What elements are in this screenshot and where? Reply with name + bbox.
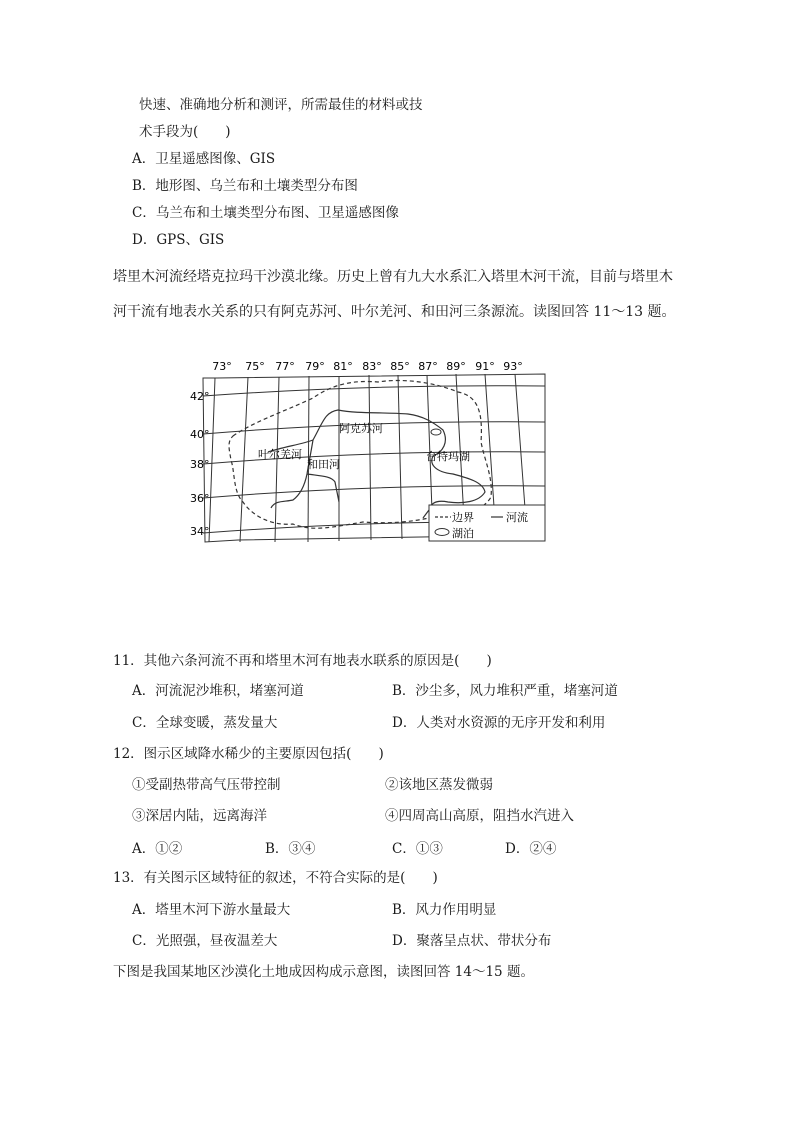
lon-label: 79° [305,360,325,373]
lon-label: 81° [333,360,353,373]
q10-stem-line2: 术手段为( ) [139,124,231,140]
lat-label: 36° [190,492,210,505]
q11-stem: 11．其他六条河流不再和塔里木河有地表水联系的原因是( ) [113,653,492,669]
legend-lake: 湖泊 [452,527,474,540]
q13-option-d: D．聚落呈点状、带状分布 [392,933,552,949]
lon-label: 73° [212,360,232,373]
tarim-basin-map [190,352,549,542]
lon-label: 91° [475,360,495,373]
q12-option-a: A．①② [132,841,183,857]
next-passage: 下图是我国某地区沙漠化土地成因构成示意图，读图回答 14～15 题。 [113,964,534,980]
lat-label: 42° [190,390,210,403]
lat-label: 40° [190,428,210,441]
q13-option-c: C．光照强，昼夜温差大 [132,933,278,949]
lat-label: 38° [190,458,210,471]
q11-option-c: C．全球变暖，蒸发量大 [132,715,278,731]
q13-stem: 13．有关图示区域特征的叙述，不符合实际的是( ) [113,870,438,886]
q12-option-c: C．①③ [392,841,443,857]
q12-option-b: B．③④ [265,841,316,857]
q12-item-2: ②该地区蒸发微弱 [385,777,493,793]
q11-option-b: B．沙尘多，风力堆积严重，堵塞河道 [392,683,618,699]
map-legend [429,505,545,541]
q12-item-4: ④四周高山高原，阻挡水汽进入 [385,808,574,824]
q10-option-d: D．GPS、GIS [132,232,225,248]
q10-option-b: B．地形图、乌兰布和土壤类型分布图 [132,178,358,194]
q11-option-a: A．河流泥沙堆积，堵塞河道 [132,683,304,699]
lon-label: 83° [362,360,382,373]
lon-label: 85° [390,360,410,373]
q13-option-a: A．塔里木河下游水量最大 [132,902,291,918]
label-yarkand: 叶尔羌河 [258,448,302,461]
lon-label: 93° [503,360,523,373]
lon-label: 75° [245,360,265,373]
lon-label: 77° [275,360,295,373]
lon-label: 87° [418,360,438,373]
label-aksu: 阿克苏河 [339,422,383,435]
legend-border: 边界 [452,511,474,524]
q12-item-1: ①受副热带高气压带控制 [132,777,281,793]
q10-option-a: A．卫星遥感图像、GIS [132,151,276,167]
label-hotan: 和田河 [307,458,340,471]
lon-label: 89° [446,360,466,373]
q10-stem-line1: 快速、准确地分析和测评，所需最佳的材料或技 [139,97,423,113]
passage-line2: 河干流有地表水关系的只有阿克苏河、叶尔羌河、和田河三条源流。读图回答 11～13 题。 [113,304,676,320]
lat-label: 34° [190,525,210,538]
q13-option-b: B．风力作用明显 [392,902,497,918]
passage-line1: 塔里木河流经塔克拉玛干沙漠北缘。历史上曾有九大水系汇入塔里木河干流，目前与塔里木 [113,269,673,285]
legend-river: 河流 [506,511,528,524]
q12-item-3: ③深居内陆，远离海洋 [132,808,267,824]
q12-stem: 12．图示区域降水稀少的主要原因包括( ) [113,746,384,762]
q12-option-d: D．②④ [505,841,557,857]
q11-option-d: D．人类对水资源的无序开发和利用 [392,715,606,731]
label-taitema: 台特玛湖 [426,450,470,463]
lake-taitema [431,429,441,435]
q10-option-c: C．乌兰布和土壤类型分布图、卫星遥感图像 [132,205,399,221]
